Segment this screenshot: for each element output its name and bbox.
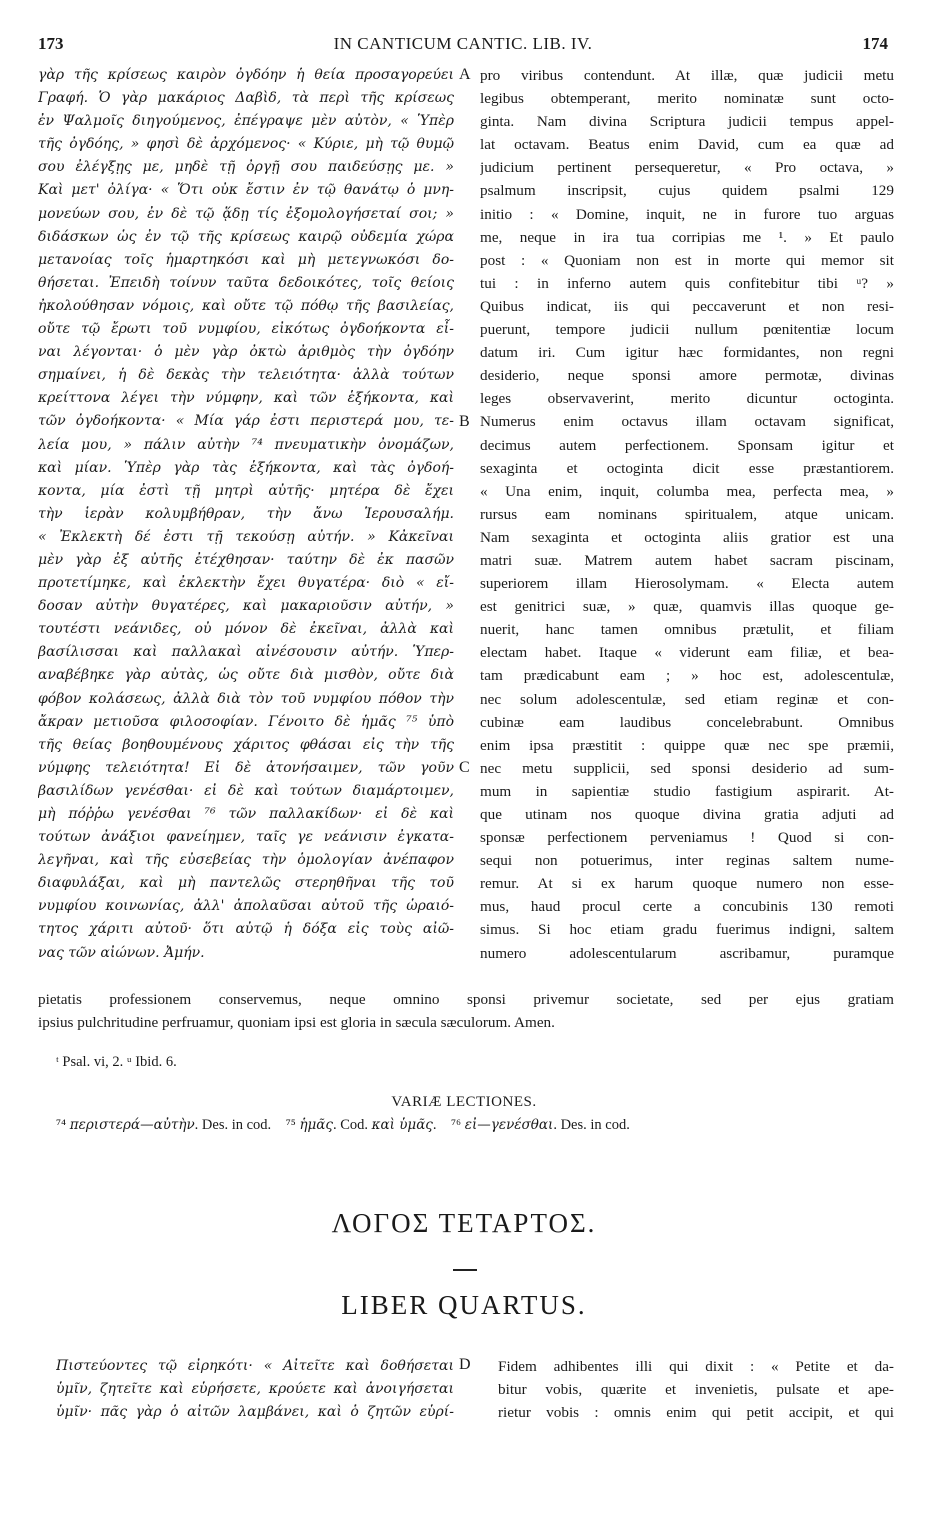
section-marker-d: D <box>459 1356 471 1373</box>
text-line: Καὶ μετ' ὀλίγα· « Ὅτι οὐκ ἔστιν ἐν τῷ θανάτῳ ὁ μνη- <box>38 182 454 199</box>
text-line: σου ἐλέγξῃς με, μηδὲ τῇ ὀργῇ σου παιδεύσῃς με. » <box>38 159 454 176</box>
text-line: αναβέβηκε γὰρ αὐτὰς, ὡς οὔτε διὰ μισθὸν, οὔτε διὰ <box>38 667 454 684</box>
text-line: sexaginta et octoginta dicit esse præstantiorem. <box>480 459 894 477</box>
text-line: cubinæ eam laudibus concelebrabunt. Omnibus <box>480 713 894 731</box>
text-line: leges observaverint, merito dicuntur octoginta. <box>480 390 894 408</box>
text-line: βασίλισσαι καὶ παλλακαὶ αἰνέσουσιν αὐτήν. Ὑπερ- <box>38 644 454 661</box>
text-line: τουτέστι νεάνιδες, οὐ μόνον δὲ ἐκεῖναι, ἀλλὰ καὶ <box>38 621 454 638</box>
text-line: νύμφης τελειότητα! Εἰ δὲ ἀτονήσαιμεν, τῶν γοῦν <box>38 759 454 776</box>
text-line: ναι λέγονται· ὁ μὲν γὰρ ὀκτὼ ἀριθμὸς τὴν ὀγδόην <box>38 344 454 361</box>
text-line: δοσαν αὐτὴν θυγατέρες, καὶ μακαριοῦσιν αὐτήν, » <box>38 598 454 615</box>
text-line: διαφυλάξαι, καὶ μὴ παντελῶς στερηθῆναι τῆς τοῦ <box>38 875 454 892</box>
text-line: lat octavam. Beatus enim David, cum ea quæ ad <box>480 136 894 154</box>
text-line: Quibus indicat, iis qui peccaverunt et non resi- <box>480 297 894 315</box>
text-line: Πιστεύοντες τῷ εἰρηκότι· « Αἰτεῖτε καὶ δοθήσεται <box>56 1358 454 1374</box>
text-line: φόβον κολάσεως, ἀλλὰ διὰ τὸν τοῦ νυμφίου πόθον τὴν <box>38 690 454 707</box>
running-header <box>38 34 888 56</box>
text-line: numero adolescentularum ascribamur, puramque <box>480 944 894 962</box>
heading-latin: LIBER QUARTUS. <box>341 1290 587 1320</box>
text-line: διδάσκων ὡς ἐν τῷ τῆς κρίσεως καιρῷ οὐδεμία χώρα <box>38 228 454 245</box>
text-line: κρείττονα λέγει τὴν νύμφην, καὶ τῶν ἑξήκοντα, καὶ <box>38 390 454 407</box>
text-line: μὴ πόῤῥω γενέσθαι ⁷⁶ τῶν παλλακίδων· εἰ δὲ καὶ <box>38 806 454 822</box>
text-line: desiderio, neque sponsi amore permotæ, divinas <box>480 367 894 385</box>
text-line: electam habet. Itaque « viderunt eam filiæ, et bea- <box>480 644 894 662</box>
text-line: ὑμῖν· πᾶς γὰρ ὁ αἰτῶν λαμβάνει, καὶ ὁ ζητῶν εὑρί- <box>56 1404 454 1421</box>
text-line: τῆς θείας βοηθουμένους χάριτος φθάσαι εἰς τὴν τῆς <box>38 736 454 753</box>
text-line: nec solum adolescentulæ, sed etiam reginæ et con- <box>480 690 894 708</box>
text-line: μετανοίας τοῖς ἡμαρτηκόσι καὶ μὴ μετεγνωκόσι δο- <box>38 251 454 268</box>
text-line: ἠκολούθησαν νόμοις, καὶ οὔτε τῷ πόθῳ τῆς βασιλείας, <box>38 297 454 314</box>
page-number-left: 173 <box>38 34 64 53</box>
latin-column-lower <box>498 1355 894 1424</box>
text-line: ipsius pulchritudine perfruamur, quoniam ipsi est gloria in sæcula sæculorum. Amen. <box>38 1014 555 1032</box>
section-marker-b: B <box>459 413 470 430</box>
variant-number: ⁷⁴ <box>56 1117 67 1133</box>
text-line: sponsæ perfectionem perveniamus ! Quod si con- <box>480 829 894 847</box>
variant-note: . Des. in cod. <box>553 1117 630 1133</box>
variae-lectiones <box>56 1117 630 1134</box>
text-line: judicium pertinent persequeretur, « Pro octava, » <box>480 159 894 177</box>
text-line: tam prædicabunt eam ; » hoc est, adolescentulæ, <box>480 667 894 685</box>
text-line: rietur vobis : omnis enim qui petit accipit, et qui <box>498 1404 894 1422</box>
text-line: Fidem adhibentes illi qui dixit : « Petite et da- <box>498 1358 894 1375</box>
variant-greek: ἡμᾶς <box>299 1117 333 1133</box>
text-line: οὔτε τῷ ἔρωτι τοῦ νυμφίου, εἰκότως ὀγδοήκοντα εἶ- <box>38 321 454 338</box>
text-line: βασιλίδων γενέσθαι· εἰ δὲ καὶ τούτων διαμάρτοιμεν, <box>38 782 454 799</box>
text-line: sequi non potuerimus, inter reginas saltem nume- <box>480 852 894 870</box>
variant-note: . Des. in cod. <box>194 1117 272 1133</box>
text-line: post : « Quoniam non est in morte qui memor sit <box>480 251 894 269</box>
text-line: Γραφή. Ὁ γὰρ μακάριος Δαβὶδ, τὰ περὶ τῆς κρίσεως <box>38 90 454 107</box>
text-line: legibus obtemperant, merito nominatæ sunt octo- <box>480 90 894 108</box>
variant-greek: εἰ—γενέσθαι <box>464 1117 554 1133</box>
text-line: puerunt, tempore judicii nullum pœnitentiæ locum <box>480 321 894 339</box>
text-line: tui : in inferno autem quis confitebitur tibi ᵘ? » <box>480 274 894 292</box>
variant-greek: καὶ ὑμᾶς <box>371 1117 433 1133</box>
text-line: psalmum inscripsit, cujus quidem psalmi 129 <box>480 182 894 200</box>
text-line: νας τῶν αἰώνων. Ἀμήν. <box>38 944 205 961</box>
text-line: τῆς ὀγδόης, » φησὶ δὲ ἀρχόμενος· « Κύριε, μὴ τῷ θυμῷ <box>38 136 454 153</box>
text-line: « Ἐκλεκτὴ δέ ἐστι τῇ τεκούσῃ αὐτήν. » Κἀκεῖναι <box>38 528 454 545</box>
text-line: superiorem illam Hierosolymam. « Electa autem <box>480 575 894 593</box>
text-line: κοντα, μία ἐστὶ τῇ μητρὶ αὐτῆς· μητέρα δὲ ἔχει <box>38 482 454 499</box>
latin-column-upper <box>480 64 894 965</box>
text-line: me, neque in ira tua corripias me ¹. » Et paulo <box>480 228 894 246</box>
text-line: μὲν γὰρ ἐξ αὐτῆς ἐτέχθησαν· ταύτην δὲ ἐκ πασῶν <box>38 551 454 568</box>
text-line: μονεύων σου, ἐν δὲ τῷ ᾅδῃ τίς ἐξομολογήσεταί σοι; » <box>38 205 454 222</box>
text-line: pietatis professionem conservemus, neque omnino sponsi privemur societate, sed per ejus gratiam <box>38 991 894 1008</box>
text-line: bitur vobis, quærite et invenietis, pulsate et ape- <box>498 1381 894 1399</box>
greek-column-lower <box>56 1355 454 1424</box>
text-line: τούτων ἀνάξιοι φανείημεν, ταῖς γε νεάνισιν ἐγκατα- <box>38 829 454 846</box>
text-line: νυμφίου κοινωνίας, ἀλλ' ἀπολαῦσαι αὐτοῦ τῆς ὡραιό- <box>38 898 454 915</box>
text-line: est genitrici suæ, » quæ, quamvis illas quoque ge- <box>480 598 894 616</box>
text-line: τῶν ὀγδοήκοντα· « Μία γάρ ἐστι περιστερά μου, τε- <box>38 413 454 430</box>
text-line: λεία μου, » πάλιν αὐτὴν ⁷⁴ πνευματικὴν ὀνομάζων, <box>38 436 454 453</box>
text-line: enim ipsa præstitit : quippe quæ nec spe præmii, <box>480 736 894 754</box>
text-line: mus, haud procul certe a concubinis 130 remoti <box>480 898 894 916</box>
text-line: τὴν ἱερὰν κολυμβήθραν, τὴν ἄνω Ἱερουσαλήμ. <box>38 505 454 522</box>
text-line: καὶ μίαν. Ὑπὲρ γὰρ τὰς ἑξήκοντα, καὶ τὰς ὀγδοή- <box>38 459 454 476</box>
text-line: ἐν Ψαλμοῖς διηγούμενος, ἐπέγραψε μὲν αὐτὸν, « Ὑπὲρ <box>38 113 454 130</box>
text-line: σημαίνει, ἡ δὲ δεκὰς τὴν τελειότητα· ἀλλὰ τούτων <box>38 367 454 384</box>
text-line: que utinam nos quoque divina gratia adjuti ad <box>480 806 894 823</box>
section-marker-c: C <box>459 759 470 776</box>
text-line: ἄκραν μετιοῦσα φιλοσοφίαν. Γένοιτο δὲ ἡμᾶς ⁷⁵ ὑπὸ <box>38 713 454 730</box>
section-marker-a: A <box>459 66 471 83</box>
variae-lectiones-title: VARIÆ LECTIONES. <box>391 1094 537 1110</box>
heading-divider <box>453 1269 477 1271</box>
text-line: θήσεται. Ἐπειδὴ τοίνυν ταῦτα δεδοικότες, τοῖς θείοις <box>38 274 454 291</box>
variant-note: . Cod. <box>332 1117 369 1133</box>
text-line: decimus autem perfectionem. Sponsam igitur et <box>480 436 894 454</box>
text-line: mum in sapientiæ studio fastigium aspirarit. At- <box>480 782 894 800</box>
text-line: Numerus enim octavus illam octavam significat, <box>480 413 894 431</box>
heading-greek: ΛΟΓΟΣ ΤΕΤΑΡΤΟΣ. <box>331 1208 597 1238</box>
text-line: ὑμῖν, ζητεῖτε καὶ εὑρήσετε, κρούετε καὶ ἀνοιγήσεται <box>56 1381 454 1398</box>
text-line: remur. At si ex harum quoque numero non esse- <box>480 875 894 893</box>
text-line: initio : « Domine, inquit, ne in furore tuo arguas <box>480 205 894 223</box>
text-line: Nam sexaginta et octoginta aliis gratior est una <box>480 528 894 546</box>
text-line: simus. Si hoc etiam gradu fuerimus indigni, saltem <box>480 921 894 939</box>
text-line: προτετίμηκε, καὶ ἐκλεκτὴν ἔχει θυγατέρα· διὸ « εἴ- <box>38 575 454 592</box>
text-line: « Una enim, inquit, columba mea, perfecta mea, » <box>480 482 894 500</box>
text-line: matri suæ. Matrem autem habet sacram piscinam, <box>480 551 894 569</box>
footnotes: ᵗ Psal. vi, 2. ᵘ Ibid. 6. <box>56 1054 177 1070</box>
text-line: nuerit, hanc tamen omnibus prætulit, et filiam <box>480 621 894 639</box>
text-line: γὰρ τῆς κρίσεως καιρὸν ὀγδόην ἡ θεία προσαγορεύει <box>38 67 454 83</box>
variant-greek: περιστερά—αὐτὴν <box>69 1117 195 1133</box>
greek-column-upper <box>38 64 454 965</box>
page-number-right: 174 <box>862 34 888 53</box>
variant-number: ⁷⁶ <box>451 1117 462 1133</box>
text-line: nec metu supplicii, sed sponsi desiderio ad sum- <box>480 759 894 777</box>
variant-note: . <box>432 1117 437 1133</box>
text-line: pro viribus contendunt. At illæ, quæ judicii metu <box>480 67 894 84</box>
text-line: rursus eam nominans spiritualem, atque unicam. <box>480 505 894 523</box>
running-title: IN CANTICUM CANTIC. LIB. IV. <box>333 34 593 53</box>
text-line: λεγῆναι, καὶ τῆς εὐσεβείας τὴν ὁμολογίαν ἀνέπαφον <box>38 852 454 869</box>
text-line: τητος χάριτι αὐτοῦ· ὅτι αὐτῷ ἡ δόξα εἰς τοὺς αἰῶ- <box>38 921 454 938</box>
text-line: datum iri. Cum igitur hæc formidantes, non regni <box>480 344 894 362</box>
text-line: ginta. Nam divina Scriptura judicii tempus appel- <box>480 113 894 131</box>
variant-number: ⁷⁵ <box>285 1117 296 1133</box>
latin-full-width-lines <box>38 988 894 1034</box>
